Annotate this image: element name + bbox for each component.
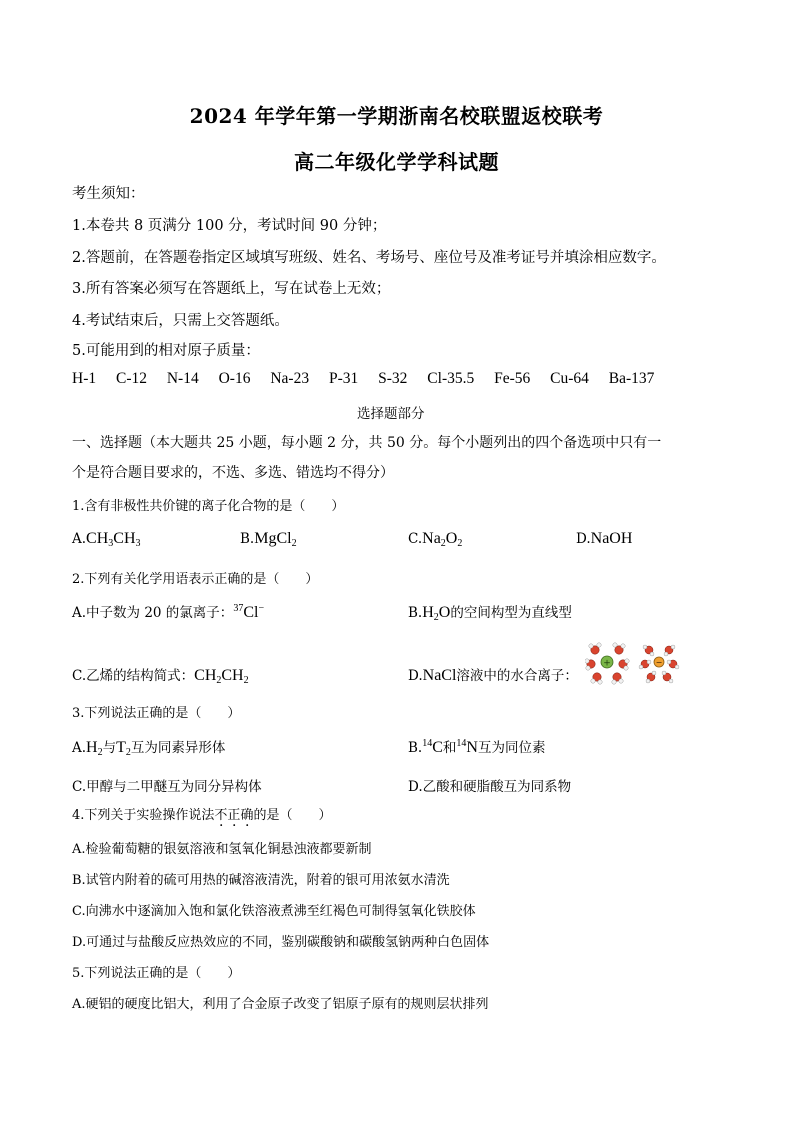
atomic-mass: S-32 bbox=[378, 370, 408, 387]
atomic-mass: O-16 bbox=[218, 370, 251, 387]
formula-part: Na bbox=[422, 530, 441, 547]
question-2-option-a bbox=[72, 601, 264, 622]
question-1-option-c bbox=[408, 530, 462, 549]
formula bbox=[422, 530, 462, 547]
atomic-mass: Cu-64 bbox=[550, 370, 589, 387]
superscript: 37 bbox=[233, 603, 244, 614]
question-2-option-c bbox=[72, 664, 249, 686]
formula-part: Cl bbox=[243, 604, 259, 621]
atomic-mass: Ba-137 bbox=[608, 370, 655, 387]
question-4-option-d: D.可通过与盐酸反应热效应的不同，鉴别碳酸钠和碳酸氢钠两种白色固体 bbox=[72, 935, 490, 950]
question-3-option-d: D.乙酸和硬脂酸互为同系物 bbox=[408, 779, 572, 795]
option-prefix: A. bbox=[72, 531, 87, 547]
exam-title: 2024 年学年第一学期浙南名校联盟返校联考 bbox=[189, 104, 604, 128]
option-prefix: D. bbox=[408, 668, 423, 684]
anion-sign: − bbox=[655, 658, 663, 667]
formula bbox=[254, 530, 296, 547]
formula-part: CH bbox=[221, 667, 244, 684]
option-text: 互为同位素 bbox=[477, 740, 546, 756]
formula-part: CH bbox=[194, 667, 217, 684]
option-text: 溶液中的水合离子： bbox=[456, 668, 578, 684]
emphasis-char: 不 bbox=[214, 808, 228, 823]
question-4-option-a: A.检验葡萄糖的银氨溶液和氢氧化铜悬浊液都要新制 bbox=[72, 842, 372, 857]
notice-item-2: 2.答题前，在答题卷指定区域填写班级、姓名、考场号、座位号及准考证号并填涂相应数字。 bbox=[72, 250, 666, 266]
question-1-option-d bbox=[576, 530, 632, 548]
superscript: 14 bbox=[422, 738, 433, 749]
hydrated-cation bbox=[585, 643, 629, 684]
formula bbox=[116, 739, 131, 756]
emphasis-char: 正 bbox=[227, 808, 241, 823]
subscript: 3 bbox=[135, 538, 141, 549]
question-1-option-b bbox=[240, 530, 297, 549]
subscript: 2 bbox=[97, 747, 103, 758]
formula bbox=[86, 739, 103, 756]
atomic-mass: C-12 bbox=[115, 370, 147, 387]
formula-part: N bbox=[466, 739, 478, 756]
formula-part: O bbox=[445, 530, 458, 547]
formula bbox=[86, 530, 140, 547]
option-prefix: D. bbox=[576, 531, 591, 547]
option-text: 和 bbox=[442, 740, 457, 756]
section-intro-line1: 一、选择题（本大题共 25 小题，每小题 2 分，共 50 分。每个小题列出的四个备选项中只有一 bbox=[72, 435, 662, 451]
subscript: 2 bbox=[216, 675, 222, 686]
option-text: 与 bbox=[102, 740, 117, 756]
stem-text: 4.下列关于实验操作说法 bbox=[72, 808, 215, 823]
hydrated-ions-illustration bbox=[585, 640, 685, 686]
question-3-option-a bbox=[72, 736, 225, 758]
notice-heading: 考生须知： bbox=[72, 186, 145, 202]
section-title: 选择题部分 bbox=[357, 406, 425, 422]
question-3-option-b bbox=[408, 736, 545, 757]
cation-sign: + bbox=[603, 658, 611, 669]
exam-subtitle: 高二年级化学学科试题 bbox=[294, 150, 499, 174]
atomic-mass: N-14 bbox=[166, 370, 199, 387]
option-prefix: A. bbox=[72, 740, 87, 756]
formula bbox=[456, 739, 478, 756]
formula-part: MgCl bbox=[254, 530, 292, 547]
question-2-option-d bbox=[408, 664, 578, 685]
option-text: 的空间构型为直线型 bbox=[450, 605, 572, 621]
formula-part: O bbox=[438, 604, 451, 621]
question-3-option-c: C.甲醇与二甲醚互为同分异构体 bbox=[72, 779, 262, 795]
question-5-option-a: A.硬铝的硬度比铝大，利用了合金原子改变了铝原子原有的规则层状排列 bbox=[72, 997, 489, 1012]
formula bbox=[422, 604, 450, 621]
formula bbox=[194, 667, 248, 684]
subscript: 2 bbox=[243, 675, 249, 686]
question-4-stem bbox=[72, 804, 331, 823]
superscript: 14 bbox=[456, 738, 467, 749]
emphasis-char: 确 bbox=[240, 808, 254, 823]
question-2-stem: 2.下列有关化学用语表示正确的是（ ） bbox=[72, 572, 319, 587]
formula bbox=[233, 604, 264, 621]
hydrated-anion bbox=[639, 645, 679, 683]
formula: NaOH bbox=[590, 530, 633, 547]
atomic-mass: Cl-35.5 bbox=[427, 370, 475, 387]
atomic-mass-list bbox=[72, 370, 670, 388]
stem-text: 的是（ ） bbox=[253, 808, 332, 823]
atomic-mass: Na-23 bbox=[270, 370, 310, 387]
formula-part: H bbox=[422, 604, 434, 621]
formula: NaCl bbox=[422, 667, 457, 684]
option-prefix: B. bbox=[408, 740, 423, 756]
question-3-stem: 3.下列说法正确的是（ ） bbox=[72, 706, 241, 721]
option-prefix: B. bbox=[408, 605, 423, 621]
subscript: 3 bbox=[108, 538, 114, 549]
subscript: 2 bbox=[291, 538, 297, 549]
atomic-mass: P-31 bbox=[328, 370, 359, 387]
superscript: − bbox=[258, 603, 265, 614]
subscript: 2 bbox=[125, 747, 131, 758]
option-text: 互为同素异形体 bbox=[130, 740, 226, 756]
formula-part: CH bbox=[86, 530, 109, 547]
question-2-option-b bbox=[408, 601, 572, 623]
subscript: 2 bbox=[440, 538, 446, 549]
notice-item-5: 5.可能用到的相对原子质量： bbox=[72, 343, 260, 359]
formula-part: T bbox=[116, 739, 126, 756]
question-5-stem: 5.下列说法正确的是（ ） bbox=[72, 966, 241, 981]
question-1-stem: 1.含有非极性共价键的离子化合物的是（ ） bbox=[72, 499, 345, 514]
subscript: 2 bbox=[457, 538, 463, 549]
option-prefix: C. bbox=[408, 531, 423, 547]
notice-item-1: 1.本卷共 8 页满分 100 分，考试时间 90 分钟； bbox=[72, 218, 387, 234]
option-prefix: B. bbox=[240, 531, 255, 547]
atomic-mass: H-1 bbox=[72, 370, 97, 387]
formula-part: C bbox=[432, 739, 443, 756]
formula-part: H bbox=[86, 739, 98, 756]
formula-part: CH bbox=[113, 530, 136, 547]
question-1-option-a bbox=[72, 530, 141, 549]
section-intro-line2: 个是符合题目要求的，不选、多选、错选均不得分） bbox=[72, 465, 394, 481]
notice-item-3: 3.所有答案必须写在答题纸上，写在试卷上无效； bbox=[72, 281, 391, 297]
formula bbox=[422, 739, 443, 756]
notice-item-4: 4.考试结束后，只需上交答题纸。 bbox=[72, 313, 289, 329]
atomic-mass: Fe-56 bbox=[494, 370, 531, 387]
subscript: 2 bbox=[433, 612, 439, 623]
option-text: A.中子数为 20 的氯离子： bbox=[72, 605, 234, 621]
question-4-option-c: C.向沸水中逐滴加入饱和氯化铁溶液煮沸至红褐色可制得氢氧化铁胶体 bbox=[72, 904, 476, 919]
option-text: C.乙烯的结构简式： bbox=[72, 668, 195, 684]
question-4-option-b: B.试管内附着的硫可用热的碱溶液清洗，附着的银可用浓氨水清洗 bbox=[72, 873, 450, 888]
